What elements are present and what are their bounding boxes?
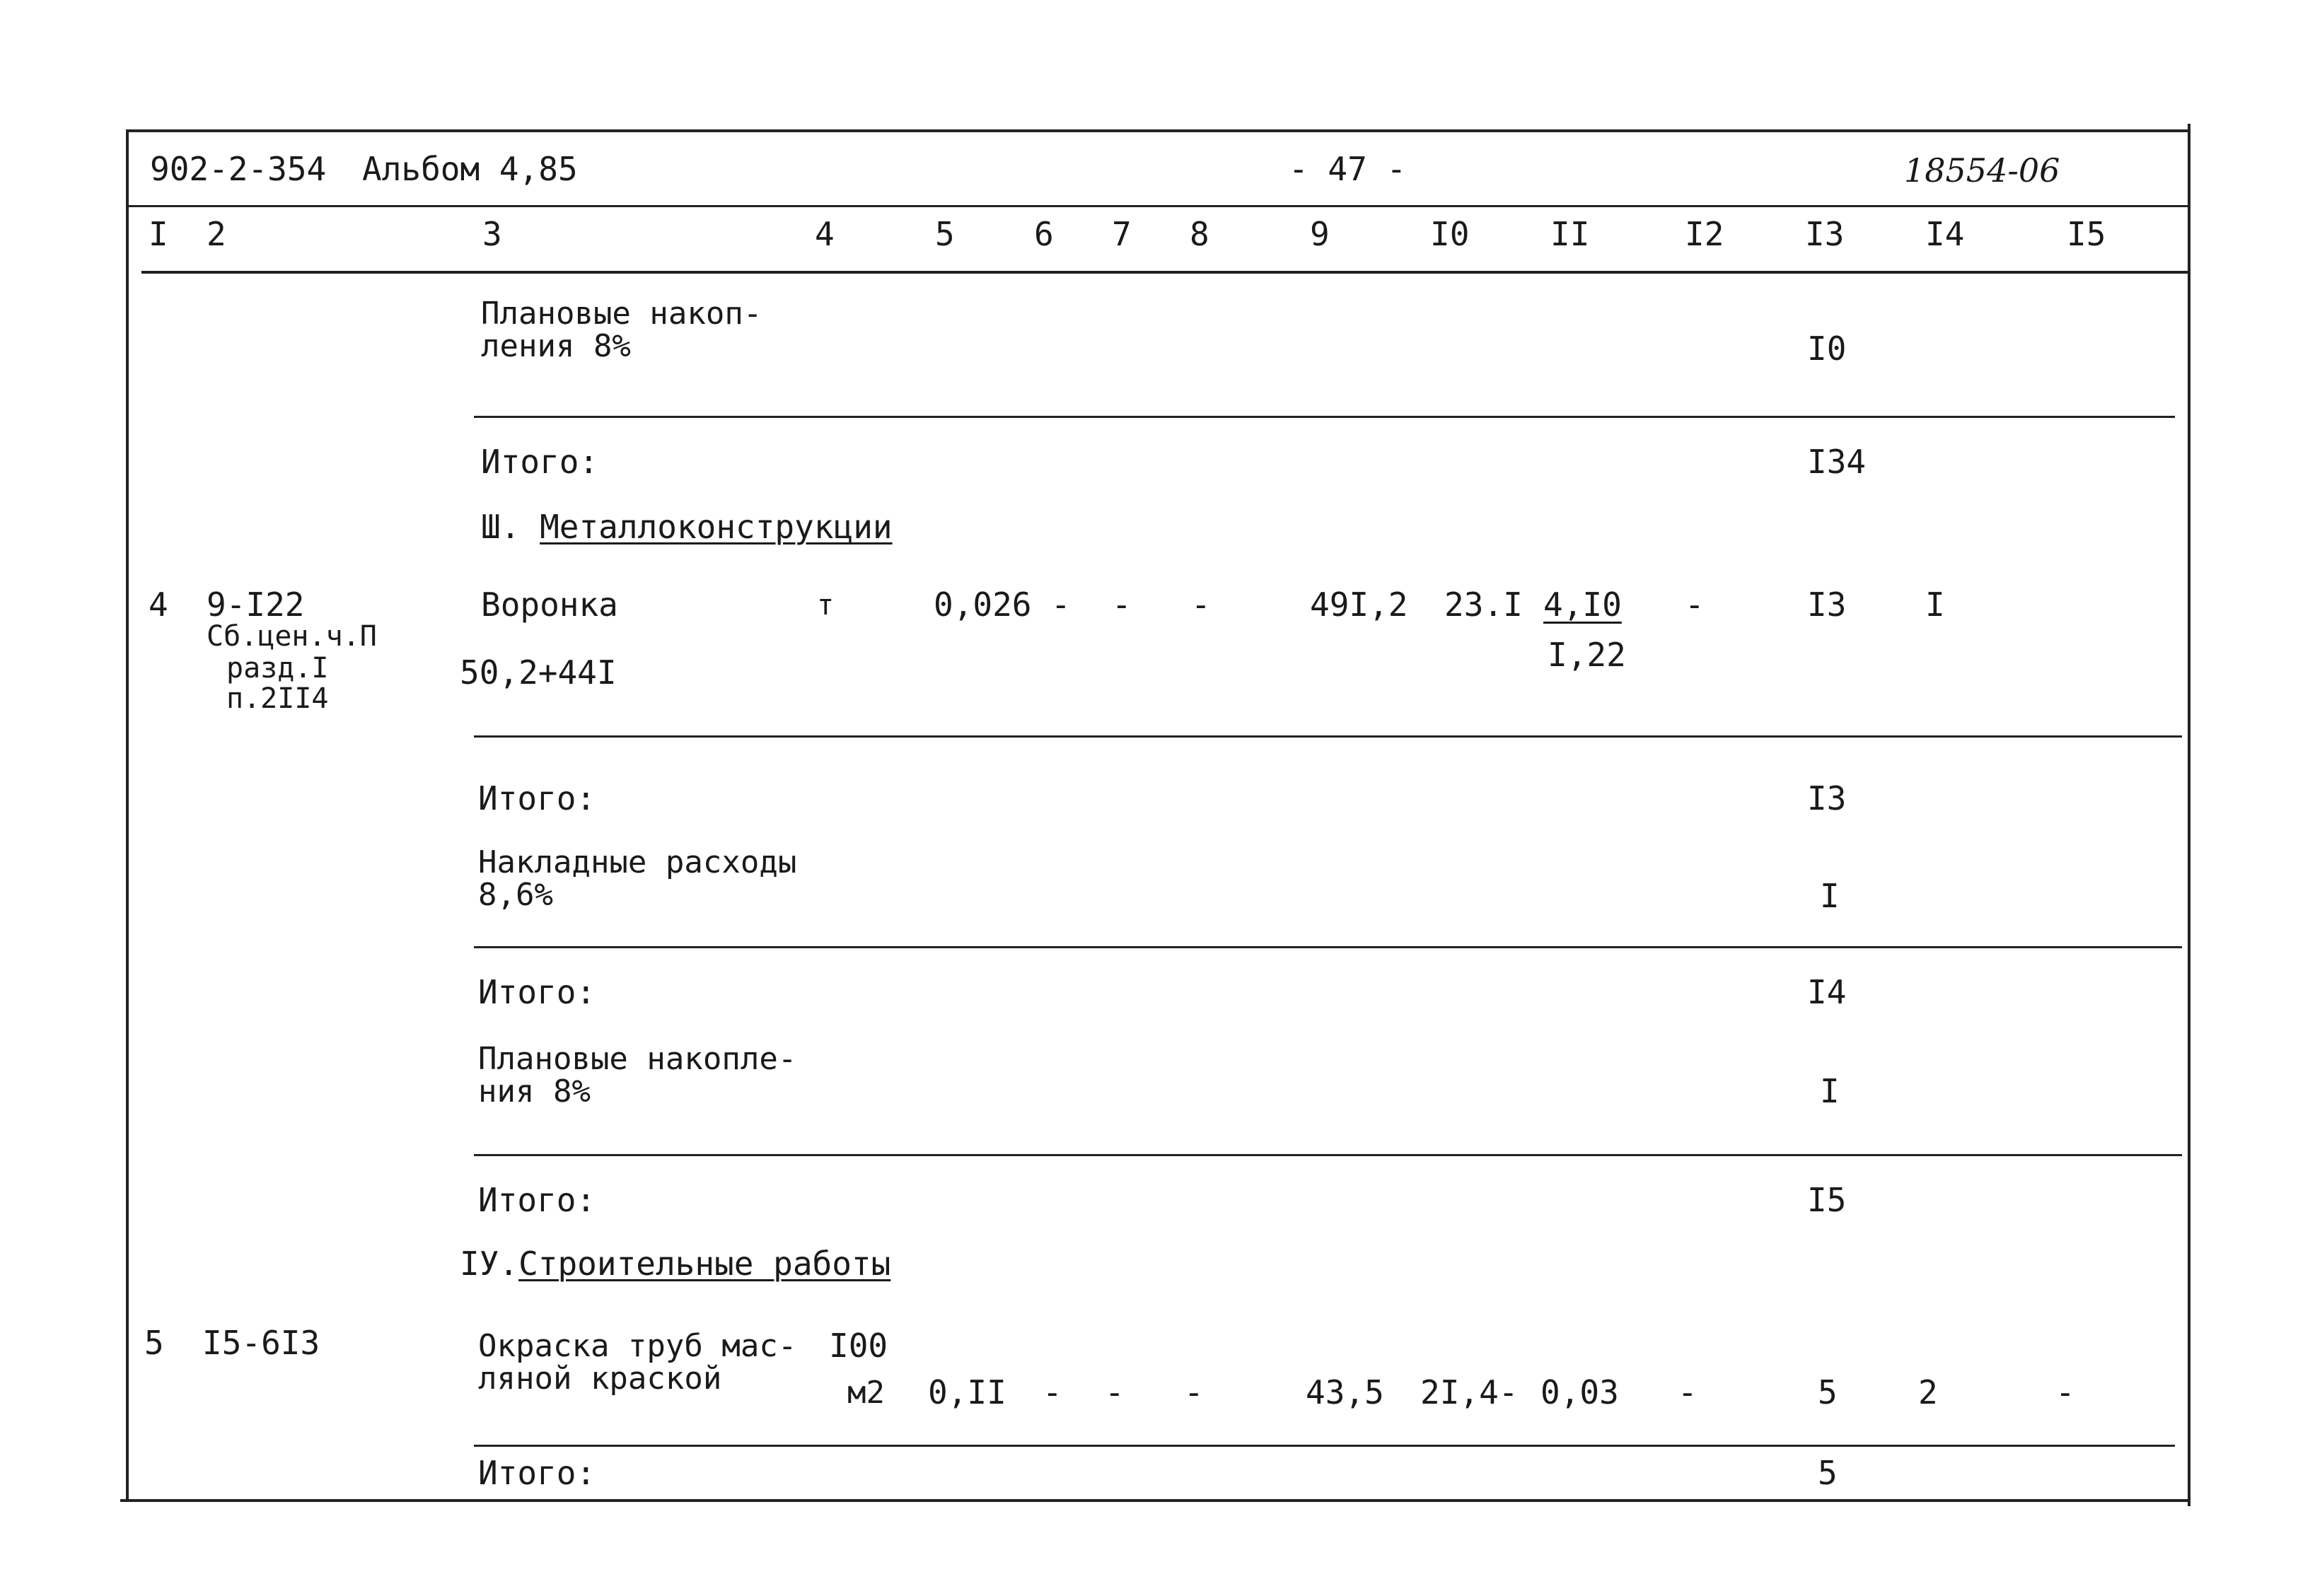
column-header-divider-line: [141, 271, 2189, 274]
item-5-col15: -: [2055, 1373, 2075, 1411]
frame-right-line: [2188, 124, 2190, 1506]
planned-savings-col13: I: [1820, 1072, 1840, 1110]
total-label: Итого:: [478, 973, 596, 1011]
total-col13: I4: [1807, 973, 1847, 1011]
column-header-5: 5: [935, 215, 955, 253]
column-header-11: II: [1550, 215, 1590, 253]
total-col13: I34: [1807, 443, 1867, 481]
item-4-col10: 23.I: [1444, 586, 1523, 624]
item-5-name-line1: Окраска труб мас-: [478, 1328, 797, 1364]
item-4-code-line3: разд.I: [226, 652, 329, 685]
item-4-col11-bottom: I,22: [1548, 636, 1626, 674]
section-numeral: IУ.: [460, 1245, 519, 1283]
column-header-8: 8: [1190, 215, 1209, 253]
section-construction-works: [460, 1245, 891, 1283]
column-header-10: I0: [1430, 215, 1470, 253]
item-5-unit-bottom: м2: [847, 1375, 885, 1411]
column-header-7: 7: [1112, 215, 1132, 253]
column-header-2: 2: [207, 215, 226, 253]
column-header-13: I3: [1805, 215, 1845, 253]
doc-code: 902-2-354: [150, 150, 327, 188]
column-header-15: I5: [2067, 215, 2106, 253]
row-separator: [474, 1445, 2175, 1447]
overhead-label-line2: 8,6%: [478, 877, 553, 913]
column-header-3: 3: [482, 215, 502, 253]
overhead-col13: I: [1820, 877, 1840, 915]
frame-left-line: [126, 129, 129, 1501]
item-5-unit-top: I00: [829, 1327, 888, 1365]
planned-savings-label-line2: ления 8%: [481, 328, 631, 364]
frame-top-line: [127, 129, 2189, 132]
row-separator: [474, 735, 2182, 738]
row-separator: [474, 946, 2182, 948]
item-5-col12: -: [1678, 1373, 1698, 1411]
item-4-col14: I: [1925, 586, 1945, 624]
planned-savings-label-line2: ния 8%: [478, 1073, 591, 1109]
handwritten-reference: 18554-06: [1904, 151, 2060, 190]
column-header-12: I2: [1685, 215, 1724, 253]
item-4-col8: -: [1191, 586, 1211, 624]
overhead-label-line1: Накладные расходы: [478, 844, 797, 880]
planned-savings-col13: I0: [1807, 330, 1847, 368]
page-number: - 47 -: [1289, 150, 1407, 188]
item-5-col14: 2: [1918, 1373, 1938, 1411]
header-divider-line: [127, 205, 2189, 207]
total-label: Итого:: [481, 443, 599, 481]
item-4-col5: 0,026: [934, 586, 1032, 624]
total-label: Итого:: [478, 1181, 596, 1219]
total-col13: I3: [1807, 779, 1847, 817]
frame-bottom-line: [120, 1499, 2189, 1502]
column-header-14: I4: [1925, 215, 1965, 253]
item-5-col5: 0,II: [928, 1373, 1006, 1411]
section-metal-structures-title: Металлоконструкции: [540, 508, 893, 546]
item-5-col10: 2I,4-: [1420, 1373, 1519, 1411]
column-header-1: I: [149, 215, 168, 253]
item-4-code-line2: Сб.цен.ч.П: [207, 620, 377, 653]
item-5-name-line2: ляной краской: [478, 1361, 722, 1397]
column-header-9: 9: [1310, 215, 1330, 253]
item-4-code: 9-I22: [207, 586, 305, 624]
item-5-col9: 43,5: [1306, 1373, 1384, 1411]
item-4-sub: 50,2+44I: [460, 653, 617, 692]
column-header-4: 4: [815, 215, 835, 253]
total-label: Итого:: [478, 779, 596, 817]
row-separator: [474, 416, 2175, 418]
item-4-col12: -: [1685, 586, 1705, 624]
item-4-unit: т: [817, 589, 835, 622]
row-separator: [474, 1154, 2182, 1156]
item-4-col6: -: [1051, 586, 1071, 624]
item-5-col11: 0,03: [1540, 1373, 1619, 1411]
total-col13: I5: [1807, 1181, 1847, 1219]
item-4-number: 4: [149, 586, 168, 624]
item-5-col13: 5: [1818, 1373, 1838, 1411]
section-numeral: Ш.: [481, 508, 540, 546]
item-4-col9: 49I,2: [1310, 586, 1408, 624]
album-label: Альбом 4,85: [362, 150, 578, 188]
planned-savings-label-line1: Плановые накопле-: [478, 1041, 797, 1077]
item-4-code-line4: п.2II4: [226, 682, 329, 715]
item-5-col7: -: [1105, 1373, 1125, 1411]
item-4-col13: I3: [1807, 586, 1847, 624]
item-4-col7: -: [1112, 586, 1132, 624]
item-4-col11-top: 4,I0: [1543, 586, 1622, 624]
total-col13: 5: [1818, 1454, 1838, 1492]
item-5-number: 5: [144, 1324, 164, 1362]
section-construction-works-title: Строительные работы: [518, 1245, 891, 1283]
item-4-name: Воронка: [481, 586, 618, 624]
item-5-code: I5-6I3: [202, 1324, 320, 1362]
column-header-6: 6: [1034, 215, 1054, 253]
item-5-col6: -: [1043, 1373, 1062, 1411]
section-metal-structures: [481, 508, 893, 546]
item-5-col8: -: [1184, 1373, 1204, 1411]
planned-savings-label-line1: Плановые накоп-: [481, 296, 762, 332]
total-label: Итого:: [478, 1454, 596, 1492]
